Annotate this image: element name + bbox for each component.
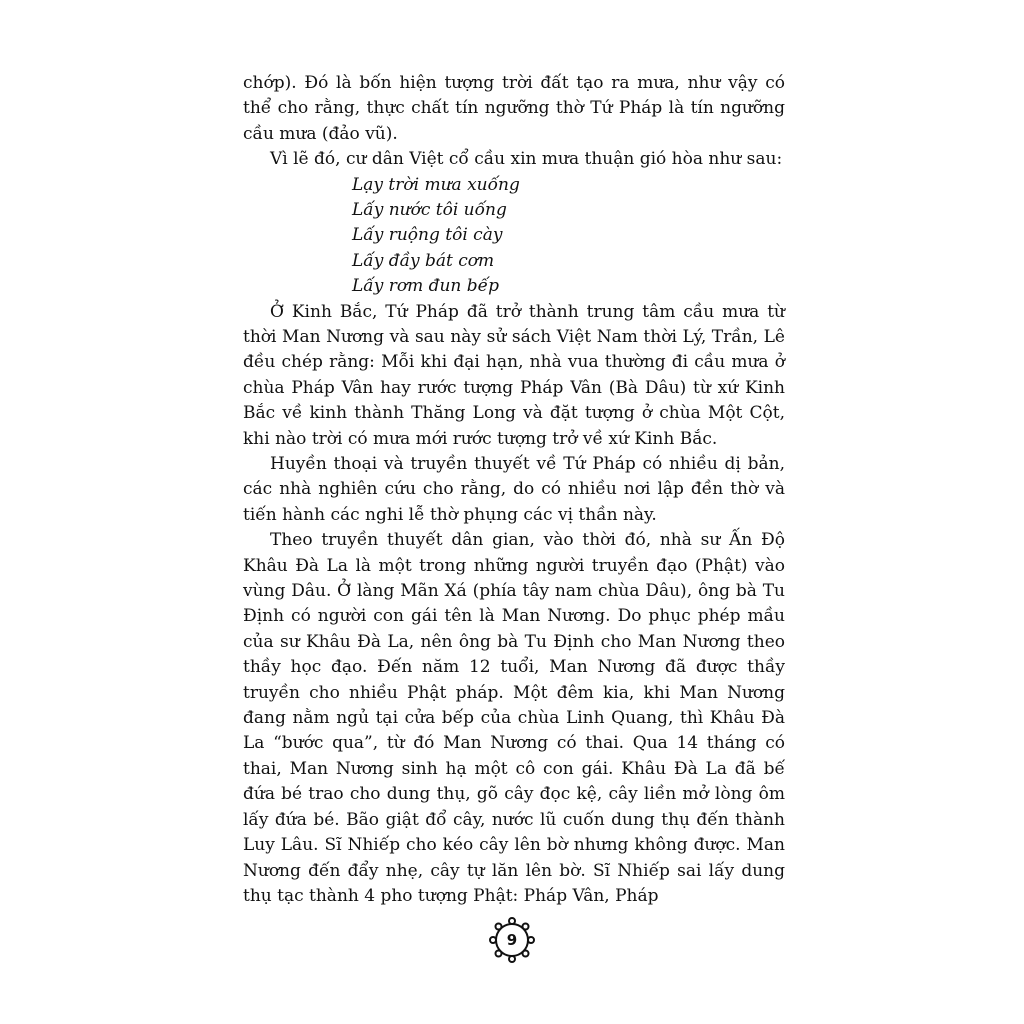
poem-line: Lạy trời mưa xuống — [352, 174, 520, 195]
poem-line: Lấy ruộng tôi cày — [352, 225, 503, 246]
poem-line: Lấy đầy bát cơm — [352, 250, 495, 271]
paragraph-folk-legend: Theo truyền thuyết dân gian, vào thời đó, nhà sư Ấn Độ Khâu Đà La là một trong những người truyền đạo (Phật) vào vùng Dâu. Ở làng Mãn Xá (phía tây nam chùa Dâu), ông bà Tu Định có người con gái tên là Man Nương. Do phục phép mầu của sư Khâu Đà La, nên ông bà Tu Định cho Man Nương theo thầy học đạo. Đến năm 12 tuổi, Man Nương đã được thầy truyền cho nhiều Phật pháp. Một đêm kia, khi Man Nương đang nằm ngủ tại cửa bếp của chùa Linh Quang, thì Khâu Đà La “bước qua”, từ đó Man Nương có thai. Qua 14 tháng có thai, Man Nương sinh hạ một cô con gái. Khâu Đà La đã bế đứa bé trao cho dung thụ, gõ cây đọc kệ, cây liền mở lòng ôm lấy đứa bé. Bão giật đổ cây, nước lũ cuốn dung thụ đến thành Luy Lâu. Sĩ Nhiếp cho kéo cây lên bờ nhưng không được. Man Nương đến đẩy nhẹ, cây tự lăn lên bờ. Sĩ Nhiếp sai lấy dung thụ tạc thành 4 pho tượng Phật: Pháp Vân, Pháp — [243, 530, 785, 906]
poem-line: Lấy rơm đun bếp — [352, 276, 500, 297]
page-number — [487, 915, 537, 965]
paragraph-kinh-bac: Ở Kinh Bắc, Tứ Pháp đã trở thành trung tâm cầu mưa từ thời Man Nương và sau này sử sách Việt Nam thời Lý, Trần, Lê đều chép rằng: Mỗi khi đại hạn, nhà vua thường đi cầu mưa ở chùa Pháp Vân hay rước tượng Pháp Vân (Bà Dâu) từ xứ Kinh Bắc về kinh thành Thăng Long và đặt tượng ở chùa Một Cột, khi nào trời có mưa mới rước tượng trở về xứ Kinh Bắc. — [243, 301, 785, 449]
folk-poem — [243, 173, 785, 300]
paragraph-intro-poem: Vì lẽ đó, cư dân Việt cổ cầu xin mưa thuận gió hòa như sau: — [270, 149, 783, 170]
paragraph-legends: Huyền thoại và truyền thuyết về Tứ Pháp có nhiều dị bản, các nhà nghiên cứu cho rằng, do có nhiều nơi lập đền thờ và tiến hành các nghi lễ thờ phụng các vị thần này. — [243, 454, 785, 525]
poem-line: Lấy nước tôi uống — [352, 200, 507, 221]
body-text — [243, 71, 785, 909]
paragraph-continued: chớp). Đó là bốn hiện tượng trời đất tạo ra mưa, như vậy có thể cho rằng, thực chất tín ngưỡng thờ Tứ Pháp là tín ngưỡng cầu mưa (đảo vũ). — [243, 73, 785, 144]
page-number-text: 9 — [506, 931, 518, 949]
